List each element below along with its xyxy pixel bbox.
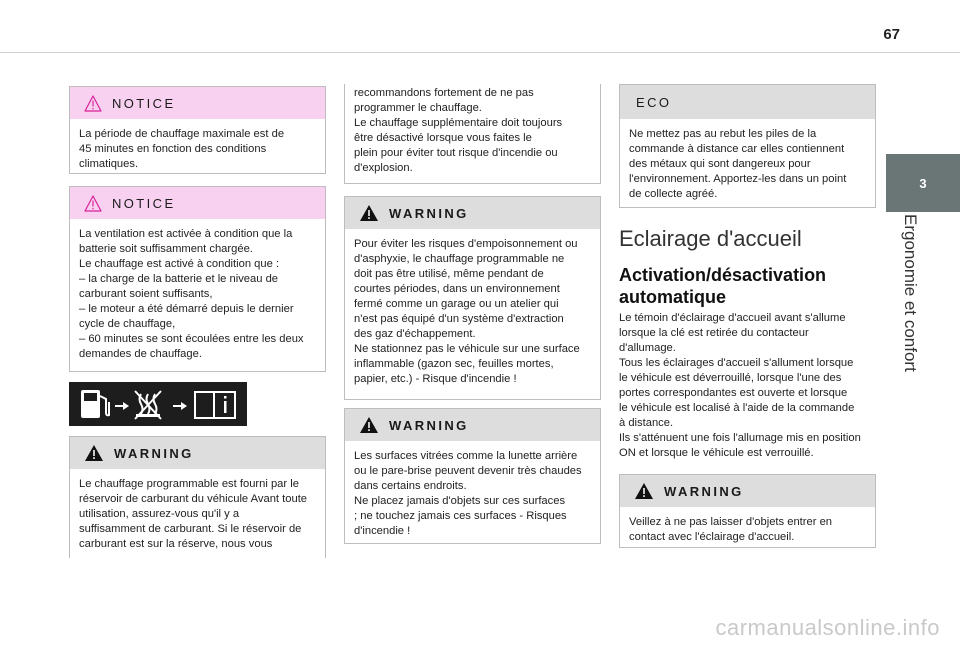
warning-label: WARNING — [389, 205, 469, 221]
notice-label: NOTICE — [112, 95, 176, 111]
warning-header — [620, 475, 875, 507]
warning-triangle-icon — [359, 204, 379, 222]
eco-label: ECO — [636, 94, 672, 110]
warning-label: WARNING — [389, 417, 469, 433]
subsection-title: Activation/désactivation automatique — [619, 265, 827, 307]
warning-box-3 — [344, 408, 601, 544]
notice-triangle-icon — [84, 95, 102, 112]
heating-icon-bar — [69, 382, 247, 426]
eco-box — [619, 84, 876, 208]
no-heating-icon — [135, 391, 161, 419]
warning-text: Pour éviter les risques d'empoisonnement ou d'asphyxie, le chauffage programmable ne doit pas être utilisé, même pendant de courtes périodes, dans un environnement fermé comme un garage ou un atelier qui n'est pas équipé d'un système d'extraction des gaz d'échappement. Ne stationnez pas le véhicule sur une surface inflammable (gazon sec, feuilles mortes, papier, etc.) - Risque d'incendie ! — [354, 238, 580, 385]
warning-continued-text: recommandons fortement de ne pas programmer le chauffage. Le chauffage supplémentaire doit toujours être désactivé lorsque vous faites le plein pour éviter tout risque d'incendie ou d'explosion. — [354, 87, 563, 174]
warning-header — [70, 437, 325, 469]
manual-book-icon — [195, 392, 235, 418]
page-number: 67 — [883, 26, 900, 43]
chapter-tab[interactable]: 3 — [886, 154, 960, 212]
notice-box-1 — [69, 86, 326, 174]
notice-label: NOTICE — [112, 195, 176, 211]
warning-header — [345, 409, 600, 441]
chapter-title-wrap — [896, 214, 920, 374]
warning-box-2 — [344, 196, 601, 400]
eco-text: Ne mettez pas au rebut les piles de la commande à distance car elles contiennent des métaux qui sont dangereux pour l'environnement. Apportez-les dans un point de collecte agréé. — [629, 128, 847, 200]
warning-continued-box — [344, 84, 601, 184]
warning-label: WARNING — [114, 445, 194, 461]
fuel-pump-icon — [81, 390, 109, 418]
arrow-right-icon — [115, 402, 129, 410]
warning-triangle-icon — [359, 416, 379, 434]
warning-text: Les surfaces vitrées comme la lunette arrière ou le pare-brise peuvent devenir très chaudes dans certains endroits. Ne placez jamais d'objets sur ces surfaces ; ne touchez jamais ces surfaces - Risques d'incendie ! — [354, 450, 582, 537]
notice-text: La période de chauffage maximale est de 45 minutes en fonction des conditions climatiques. — [79, 128, 285, 170]
notice-box-2 — [69, 186, 326, 372]
watermark: carmanualsonline.info — [715, 615, 940, 640]
header-rule — [0, 52, 960, 53]
section-title: Eclairage d'accueil — [619, 226, 802, 251]
notice-text: La ventilation est activée à condition que la batterie soit suffisamment chargée. Le chauffage est activé à condition que : – la charge de la batterie et le niveau de carburant soient suffisants, – le moteur a été démarré depuis le dernier cycle de chauffage, – 60 minutes se sont écoulées entre les deux demandes de chauffage. — [79, 228, 304, 360]
warning-triangle-icon — [84, 444, 104, 462]
arrow-right-icon — [173, 402, 187, 410]
notice-header — [70, 87, 325, 119]
notice-header — [70, 187, 325, 219]
notice-triangle-icon — [84, 195, 102, 212]
warning-text: Le chauffage programmable est fourni par le réservoir de carburant du véhicule Avant toute utilisation, assurez-vous qu'il y a suffisamment de carburant. Si le réservoir de carburant est sur la réserve, nous vous — [79, 478, 308, 550]
warning-text: Veillez à ne pas laisser d'objets entrer en contact avec l'éclairage d'accueil. — [629, 516, 833, 543]
warning-box-4 — [619, 474, 876, 548]
section-body: Le témoin d'éclairage d'accueil avant s'allume lorsque la clé est retirée du contacteur d'allumage. Tous les éclairages d'accueil s'allument lorsque le véhicule est déverrouillé, lorsque l'une des portes correspondantes est ouverte et lorsque le véhicule est localisé à l'aide de la commande à distance. Ils s'atténuent une fois l'allumage mis en position ON et lorsque le véhicule est verrouillé. — [619, 312, 861, 459]
warning-header — [345, 197, 600, 229]
warning-label: WARNING — [664, 483, 744, 499]
chapter-title: Ergonomie et confort — [901, 214, 920, 372]
warning-box-1 — [69, 436, 326, 558]
warning-triangle-icon — [634, 482, 654, 500]
eco-header — [620, 85, 875, 119]
